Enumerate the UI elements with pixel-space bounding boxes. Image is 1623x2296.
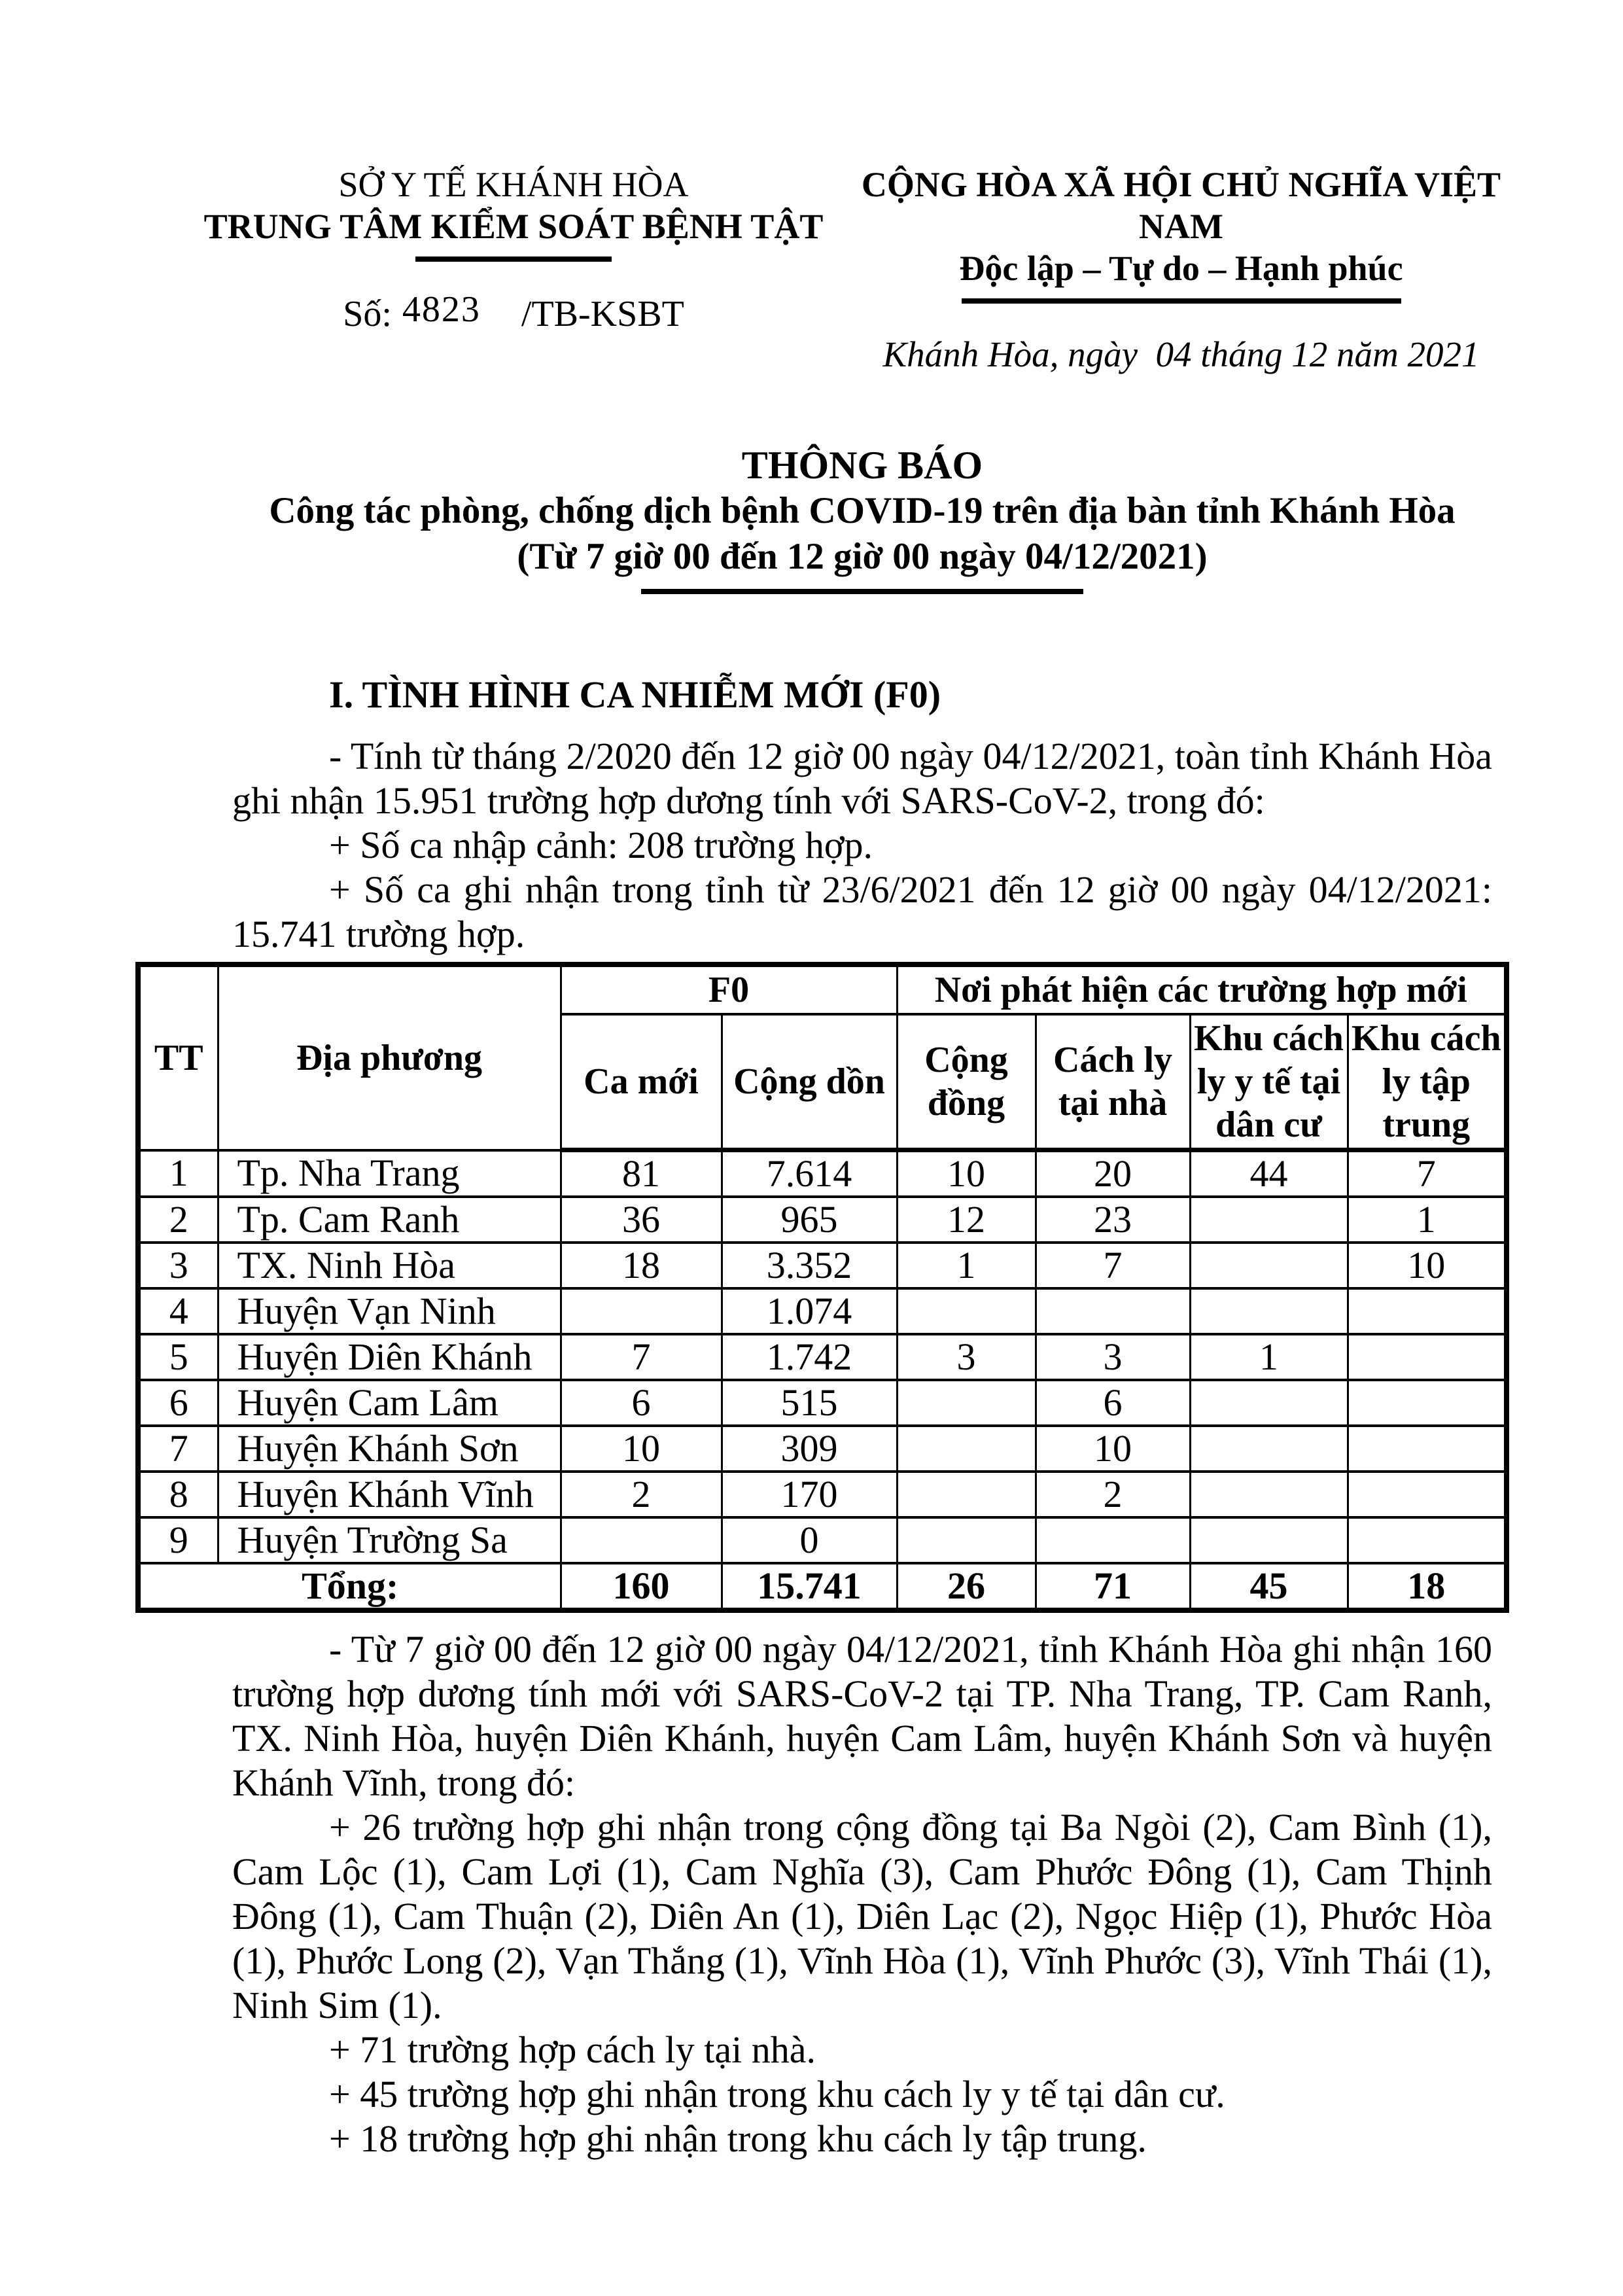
cell-tt: 6 [138,1380,218,1426]
cell-cong-don: 0 [722,1517,897,1563]
cell-ca-moi [561,1517,722,1563]
cell-cong-dong: 3 [897,1334,1036,1380]
cell-total-cong-dong: 26 [897,1563,1036,1610]
table-header-row-groups [138,964,1507,1014]
cell-khu-tap-trung: 10 [1348,1243,1507,1288]
cell-locality: Huyện Khánh Vĩnh [218,1472,561,1517]
cell-total-cach-ly-nha: 71 [1036,1563,1190,1610]
cell-total-ca-moi: 160 [561,1563,722,1610]
document-number-label: Số: [343,294,392,334]
cell-khu-tap-trung [1348,1472,1507,1517]
table-row [138,1472,1507,1517]
cell-cong-don: 7.614 [722,1150,897,1197]
cell-tt: 8 [138,1472,218,1517]
cell-khu-y-te: 1 [1190,1334,1348,1380]
col-header-cong-don: Cộng dồn [722,1014,897,1150]
country-motto: Độc lập – Tự do – Hạnh phúc [959,249,1403,288]
table-row [138,1380,1507,1426]
cell-ca-moi: 18 [561,1243,722,1288]
cell-cong-don: 309 [722,1426,897,1472]
cell-locality: Huyện Khánh Sơn [218,1426,561,1472]
cell-ca-moi: 10 [561,1426,722,1472]
cell-khu-y-te [1190,1472,1348,1517]
paragraph: + 45 trường hợp ghi nhận trong khu cách ly y tế tại dân cư. [329,2073,1225,2115]
agency-parent-name: SỞ Y TẾ KHÁNH HÒA [338,165,689,204]
cell-khu-y-te [1190,1426,1348,1472]
cell-locality: Huyện Vạn Ninh [218,1288,561,1334]
cell-khu-tap-trung [1348,1426,1507,1472]
cell-cach-ly-nha: 6 [1036,1380,1190,1426]
cell-locality: Tp. Nha Trang [218,1150,561,1197]
col-header-khu-cach-ly-y-te: Khu cách ly y tế tại dân cư [1190,1014,1348,1150]
paragraph: + 71 trường hợp cách ly tại nhà. [329,2028,816,2071]
cell-total-label: Tổng: [138,1563,561,1610]
document-number-value: 4823 [402,289,481,330]
section-1-heading: I. TÌNH HÌNH CA NHIỄM MỚI (F0) [329,673,941,716]
cell-cong-dong [897,1517,1036,1563]
paragraph: + Số ca ghi nhận trong tỉnh từ 23/6/2021 đến 12 giờ 00 ngày 04/12/2021: 15.741 trường hợp. [232,868,1492,955]
cell-khu-tap-trung: 7 [1348,1150,1507,1197]
cell-locality: Huyện Trường Sa [218,1517,561,1563]
paragraph: - Từ 7 giờ 00 đến 12 giờ 00 ngày 04/12/2021, tỉnh Khánh Hòa ghi nhận 160 trường hợp dương tính mới với SARS-CoV-2 tại TP. Nha Trang, TP. Cam Ranh, TX. Ninh Hòa, huyện Diên Khánh, huyện Cam Lâm, huyện Khánh Sơn và huyện Khánh Vĩnh, trong đó: [232,1628,1492,1804]
cell-ca-moi: 6 [561,1380,722,1426]
document-title: THÔNG BÁO [741,444,983,487]
cell-cong-don: 170 [722,1472,897,1517]
cell-cach-ly-nha [1036,1517,1190,1563]
document-header [0,0,1623,377]
col-group-f0: F0 [561,964,897,1014]
paragraph: - Tính từ tháng 2/2020 đến 12 giờ 00 ngày 04/12/2021, toàn tỉnh Khánh Hòa ghi nhận 15.951 trường hợp dương tính với SARS-CoV-2, trong đó: [232,735,1492,822]
cell-khu-y-te [1190,1517,1348,1563]
cell-ca-moi: 36 [561,1197,722,1243]
after-table-block [232,1627,1492,2161]
cell-cong-don: 965 [722,1197,897,1243]
cell-cong-don: 3.352 [722,1243,897,1288]
document-period: (Từ 7 giờ 00 đến 12 giờ 00 ngày 04/12/2021) [517,536,1208,577]
cell-tt: 5 [138,1334,218,1380]
cell-khu-y-te [1190,1197,1348,1243]
table-row [138,1288,1507,1334]
cell-cong-dong [897,1472,1036,1517]
cell-ca-moi [561,1288,722,1334]
cell-khu-y-te [1190,1288,1348,1334]
cell-ca-moi: 2 [561,1472,722,1517]
cell-khu-tap-trung [1348,1380,1507,1426]
cell-ca-moi: 7 [561,1334,722,1380]
col-header-tt: TT [138,964,218,1150]
agency-name: TRUNG TÂM KIỂM SOÁT BỆNH TẬT [203,207,824,246]
cell-cong-dong [897,1426,1036,1472]
cell-cong-dong [897,1288,1036,1334]
title-block [232,442,1492,594]
motto-rule [962,298,1401,304]
f0-cases-table [135,962,1509,1613]
cell-khu-tap-trung [1348,1334,1507,1380]
col-header-cach-ly-tai-nha: Cách ly tại nhà [1036,1014,1190,1150]
document-number-line [190,289,837,336]
cell-cong-dong: 12 [897,1197,1036,1243]
table-row [138,1150,1507,1197]
table-row [138,1243,1507,1288]
title-rule [641,589,1083,594]
cell-locality: Huyện Cam Lâm [218,1380,561,1426]
cell-tt: 4 [138,1288,218,1334]
paragraph: + Số ca nhập cảnh: 208 trường hợp. [329,824,873,866]
document-body [0,442,1623,2161]
place-date-line: Khánh Hòa, ngày 04 tháng 12 năm 2021 [882,334,1480,374]
cell-cong-don: 515 [722,1380,897,1426]
document-number-suffix: /TB-KSBT [521,294,684,334]
table-row [138,1426,1507,1472]
cell-total-khu-y-te: 45 [1190,1563,1348,1610]
cell-locality: Huyện Diên Khánh [218,1334,561,1380]
cell-locality: TX. Ninh Hòa [218,1243,561,1288]
col-header-dia-phuong: Địa phương [218,964,561,1150]
cell-tt: 3 [138,1243,218,1288]
document-subtitle: Công tác phòng, chống dịch bệnh COVID-19 trên địa bàn tỉnh Khánh Hòa [269,490,1456,531]
cell-khu-tap-trung: 1 [1348,1197,1507,1243]
cell-cong-dong [897,1380,1036,1426]
cell-cong-don: 1.074 [722,1288,897,1334]
cell-cong-dong: 10 [897,1150,1036,1197]
cell-khu-tap-trung [1348,1288,1507,1334]
paragraph: + 26 trường hợp ghi nhận trong cộng đồng tại Ba Ngòi (2), Cam Bình (1), Cam Lộc (1), Cam Lợi (1), Cam Nghĩa (3), Cam Phước Đông (1), Cam Thịnh Đông (1), Cam Thuận (2), Diên An (1), Diên Lạc (2), Ngọc Hiệp (1), Phước Hòa (1), Phước Long (2), Vạn Thắng (1), Vĩnh Hòa (1), Vĩnh Phước (3), Vĩnh Thái (1), Ninh Sim (1). [232,1806,1492,2026]
cell-cach-ly-nha: 7 [1036,1243,1190,1288]
cell-cong-don: 1.742 [722,1334,897,1380]
cell-cach-ly-nha: 10 [1036,1426,1190,1472]
col-header-cong-dong: Cộng đồng [897,1014,1036,1150]
cell-khu-y-te: 44 [1190,1150,1348,1197]
cell-cong-dong: 1 [897,1243,1036,1288]
cell-ca-moi: 81 [561,1150,722,1197]
cell-khu-y-te [1190,1243,1348,1288]
col-header-khu-cach-ly-tap-trung: Khu cách ly tập trung [1348,1014,1507,1150]
cell-tt: 2 [138,1197,218,1243]
country-name: CỘNG HÒA XÃ HỘI CHỦ NGHĨA VIỆT NAM [861,165,1501,246]
table-total-row [138,1563,1507,1610]
table-row [138,1517,1507,1563]
cell-cach-ly-nha: 2 [1036,1472,1190,1517]
cell-khu-y-te [1190,1380,1348,1426]
col-header-ca-moi: Ca mới [561,1014,722,1150]
cell-cach-ly-nha: 23 [1036,1197,1190,1243]
cell-cach-ly-nha: 20 [1036,1150,1190,1197]
cell-total-cong-don: 15.741 [722,1563,897,1610]
cell-locality: Tp. Cam Ranh [218,1197,561,1243]
col-group-noi-phat-hien: Nơi phát hiện các trường hợp mới [897,964,1507,1014]
agency-block [190,164,837,377]
table-row [138,1197,1507,1243]
cell-khu-tap-trung [1348,1517,1507,1563]
cell-total-khu-tap-trung: 18 [1348,1563,1507,1610]
table-row [138,1334,1507,1380]
agency-rule [415,256,612,262]
cell-cach-ly-nha [1036,1288,1190,1334]
cell-tt: 9 [138,1517,218,1563]
motto-block [837,164,1525,377]
cell-cach-ly-nha: 3 [1036,1334,1190,1380]
paragraph: + 18 trường hợp ghi nhận trong khu cách ly tập trung. [329,2117,1147,2160]
cell-tt: 7 [138,1426,218,1472]
cell-tt: 1 [138,1150,218,1197]
